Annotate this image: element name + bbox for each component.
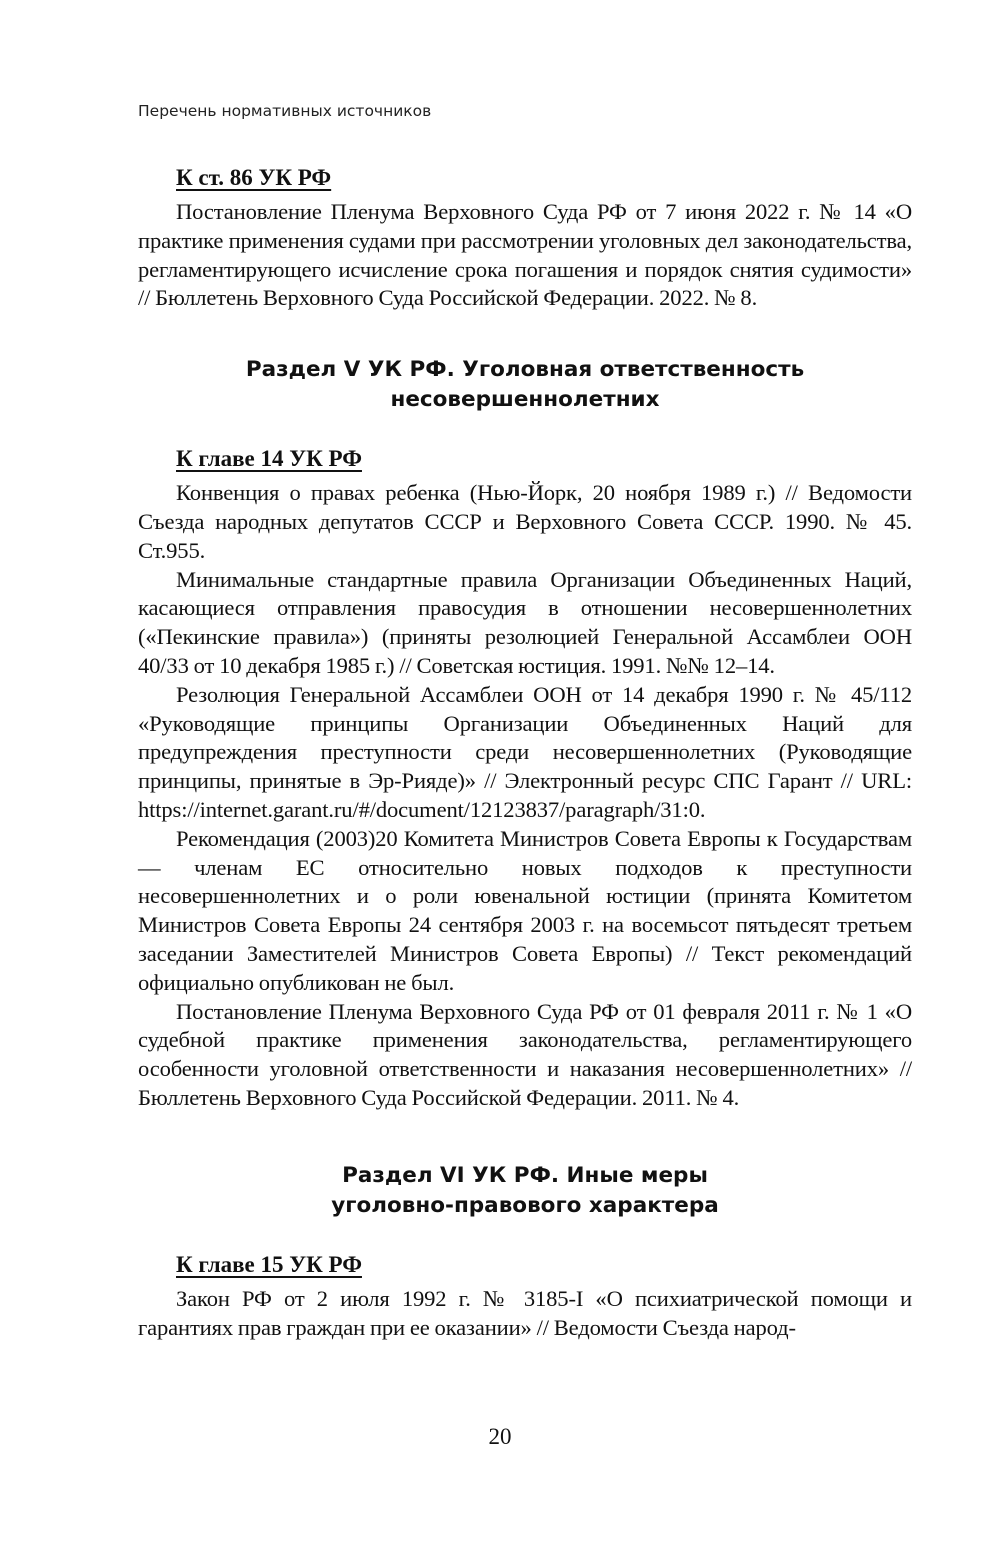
citation-paragraph: Постановление Пленума Верховного Суда РФ от 01 февраля 2011 г. № 1 «О судебной практике применения законодательства, регламентирующего особенности уголовной ответственности и наказания несовершеннолетних» // Бюллетень Верховного Суда Российской Федерации. 2011. № 4.: [138, 998, 912, 1110]
page-number: 20: [488, 1424, 512, 1449]
subsection-heading: К главе 15 УК РФ: [176, 1251, 362, 1277]
subsection-heading: К главе 14 УК РФ: [176, 446, 362, 472]
section-title-line: несовершеннолетних: [390, 387, 660, 413]
subsection-art86: [138, 158, 912, 313]
section-title-line: Раздел VI УК РФ. Иные меры: [342, 1162, 708, 1188]
section-title: [138, 1161, 912, 1221]
section-title-line: уголовно-правового характера: [331, 1192, 719, 1218]
section-razdel-6: [138, 1161, 912, 1343]
citation-paragraph: Конвенция о правах ребенка (Нью-Йорк, 20 ноября 1989 г.) // Ведомости Съезда народных депутатов СССР и Верховного Совета СССР. 1990. № 45. Ст.955.: [138, 480, 912, 563]
citation-paragraph: Постановление Пленума Верховного Суда РФ от 7 июня 2022 г. № 14 «О практике применения судами при рассмотрении уголовных дел законодательства, регламентирующего исчисление срока погашения и порядок снятия судимости» // Бюллетень Верховного Суда Российской Федерации. 2022. № 8.: [138, 199, 912, 311]
section-razdel-5: [138, 355, 912, 1113]
section-title: [138, 355, 912, 415]
subsection-heading: К ст. 86 УК РФ: [176, 165, 332, 190]
page-content: [138, 158, 912, 1342]
section-title-line: Раздел V УК РФ. Уголовная ответственность: [245, 357, 805, 383]
running-head: Перечень нормативных источников: [138, 102, 432, 120]
citation-paragraph: Минимальные стандартные правила Организации Объединенных Наций, касающиеся отправления правосудия в отношении несовершеннолетних («Пекинские правила») (приняты резолюцией Генеральной Ассамблеи ООН 40/33 от 10 декабря 1985 г.) // Советская юстиция. 1991. №№ 12–14.: [138, 566, 912, 678]
citation-paragraph: Резолюция Генеральной Ассамблеи ООН от 14 декабря 1990 г. № 45/112 «Руководящие принципы Организации Объединенных Наций для предупреждения преступности среди несовершеннолетних (Руководящие принципы, принятые в Эр-Рияде)» // Электронный ресурс СПС Гарант // URL: https://internet.garant.ru/#/document/12123837/paragraph/31:0.: [138, 681, 912, 822]
citation-paragraph: Рекомендация (2003)20 Комитета Министров Совета Европы к Государствам — членам ЕС относительно новых подходов к преступности несовершеннолетних и о роли ювенальной юстиции (принята Комитетом Министров Совета Европы 24 сентября 2003 г. на восемьсот пятьдесят третьем заседании Заместителей Министров Совета Европы) // Текст рекомендаций официально опубликован не был.: [138, 825, 912, 995]
citation-paragraph: Закон РФ от 2 июля 1992 г. № 3185-I «О психиатрической помощи и гарантиях прав граждан при ее оказании» // Ведомости Съезда народ-: [138, 1285, 912, 1340]
